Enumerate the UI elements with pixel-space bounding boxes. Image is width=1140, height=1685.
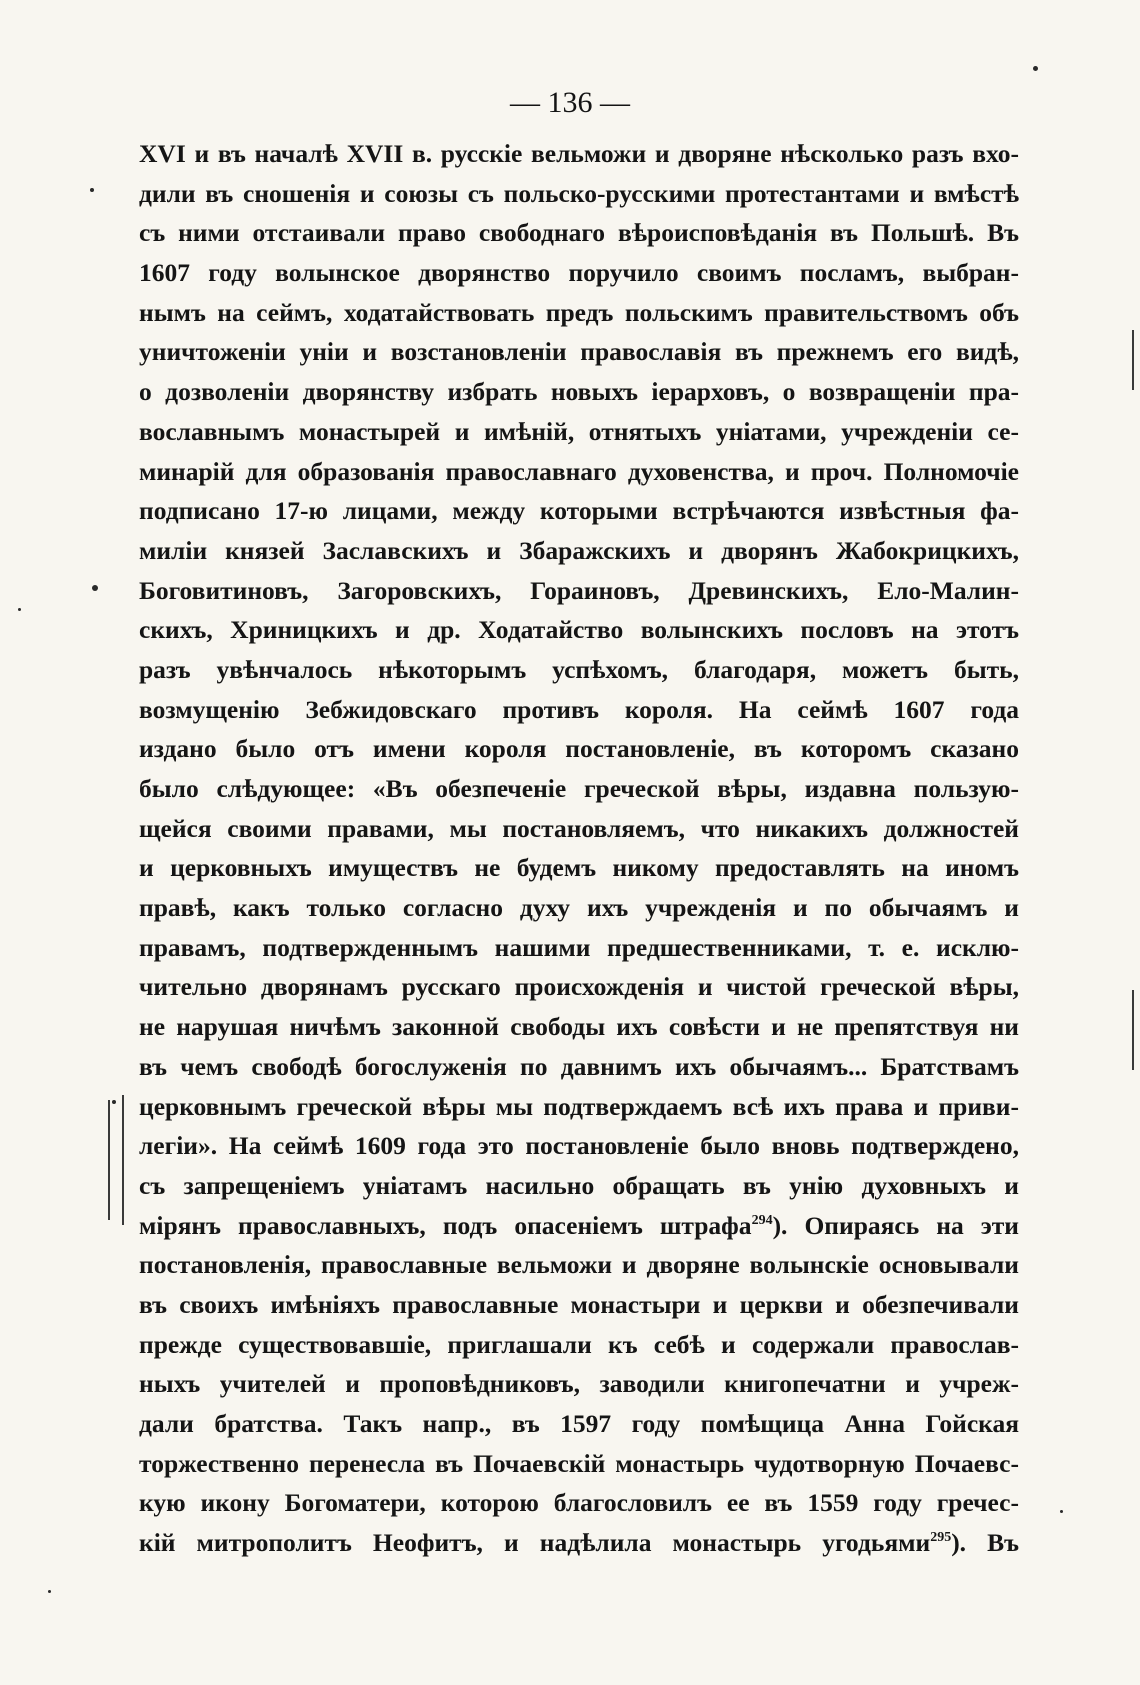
text-line: скихъ, Хриницкихъ и др. Ходатайство волынскихъ пословъ на этотъ [139, 615, 1019, 645]
text-line: вославнымъ монастырей и имѣній, отнятыхъ уніатами, учрежденіи се- [139, 416, 1019, 446]
margin-pencil-mark [1132, 990, 1134, 1070]
page-number: — 136 — [510, 86, 630, 119]
text-line: въ своихъ имѣніяхъ православные монастыри и церкви и обезпечивали [139, 1289, 1019, 1319]
footnote-ref-294: 294 [751, 1212, 773, 1228]
margin-pencil-mark [122, 1095, 124, 1225]
text-line: о дозволеніи дворянству избрать новыхъ іерарховъ, о возвращеніи пра- [139, 377, 1019, 407]
scan-speck [90, 188, 94, 192]
text-line: дили въ сношенія и союзы съ польско-русскими протестантами и вмѣстѣ [139, 178, 1019, 208]
text-line: щейся своими правами, мы постановляемъ, что никакихъ должностей [139, 813, 1019, 843]
margin-pencil-mark [108, 1100, 110, 1220]
text-line: уничтоженіи уніи и возстановленіи православія въ прежнемъ его видѣ, [139, 337, 1019, 367]
text-line: миліи князей Заславскихъ и Збаражскихъ и дворянъ Жабокрицкихъ, [139, 535, 1019, 565]
text-line: нымъ на сеймъ, ходатайствовать предъ польскимъ правительствомъ объ [139, 297, 1019, 327]
text-line: правѣ, какъ только согласно духу ихъ учрежденія и по обычаямъ и [139, 893, 1019, 923]
line-text: кій митрополитъ Неофитъ, и надѣлила монастырь угодьями [139, 1528, 931, 1558]
line-text-tail: ). Опираясь на эти [772, 1210, 1019, 1240]
text-line: ныхъ учителей и проповѣдниковъ, заводили книгопечатни и учреж- [139, 1369, 1019, 1399]
line-text: мірянъ православныхъ, подъ опасеніемъ штрафа [139, 1210, 752, 1240]
scan-speck [112, 1100, 116, 1104]
scan-speck [48, 1590, 51, 1593]
margin-pencil-mark [1132, 330, 1134, 390]
text-line: съ ними отстаивали право свободнаго вѣроисповѣданія въ Польшѣ. Въ [139, 218, 1019, 248]
scan-speck [18, 608, 21, 611]
text-line: прежде существовавшіе, приглашали къ себѣ и содержали православ- [139, 1329, 1019, 1359]
text-line: возмущенію Зебжидовскаго противъ короля. На сеймѣ 1607 года [139, 694, 1019, 724]
text-line: издано было отъ имени короля постановленіе, въ которомъ сказано [139, 734, 1019, 764]
text-line: съ запрещеніемъ уніатамъ насильно обращать въ унію духовныхъ и [139, 1170, 1019, 1200]
footnote-ref-295: 295 [930, 1530, 952, 1546]
text-line: въ чемъ свободѣ богослуженія по давнимъ ихъ обычаямъ... Братствамъ [139, 1051, 1019, 1081]
scan-speck [1060, 1510, 1063, 1513]
text-line: кую икону Богоматери, которою благословилъ ее въ 1559 году гречес- [139, 1488, 1019, 1518]
text-line: 1607 году волынское дворянство поручило своимъ посламъ, выбран- [139, 258, 1019, 288]
scan-speck [1033, 66, 1038, 71]
text-line: легіи». На сеймѣ 1609 года это постановленіе было вновь подтверждено, [139, 1131, 1019, 1161]
text-line-with-footnote [139, 1523, 1019, 1563]
text-line: правамъ, подтвержденнымъ нашими предшественниками, т. е. исклю- [139, 932, 1019, 962]
line-text-tail: ). Въ [951, 1528, 1019, 1558]
text-line: Боговитиновъ, Загоровскихъ, Гораиновъ, Древинскихъ, Ело-Малин- [139, 575, 1019, 605]
text-line: разъ увѣнчалось нѣкоторымъ успѣхомъ, благодаря, можетъ быть, [139, 654, 1019, 684]
text-line: чительно дворянамъ русскаго происхожденія и чистой греческой вѣры, [139, 972, 1019, 1002]
text-line: было слѣдующее: «Въ обезпеченіе греческой вѣры, издавна пользую- [139, 774, 1019, 803]
text-line: XVI и въ началѣ XVII в. русскіе вельможи и дворяне нѣсколько разъ вхо- [139, 139, 1019, 168]
text-line: не нарушая ничѣмъ законной свободы ихъ совѣсти и не препятствуя ни [139, 1012, 1019, 1042]
text-line: подписано 17-ю лицами, между которыми встрѣчаются извѣстныя фа- [139, 496, 1019, 526]
text-line: торжественно перенесла въ Почаевскій монастырь чудотворную Почаевс- [139, 1448, 1019, 1478]
text-line: постановленія, православные вельможи и дворяне волынскіе основывали [139, 1250, 1019, 1280]
scan-speck [92, 585, 98, 591]
text-line: дали братства. Такъ напр., въ 1597 году помѣщица Анна Гойская [139, 1409, 1019, 1438]
text-line-with-footnote [139, 1206, 1019, 1246]
text-line: минарій для образованія православнаго духовенства, и проч. Полномочіе [139, 456, 1019, 486]
text-line: и церковныхъ имуществъ не будемъ никому предоставлять на иномъ [139, 853, 1019, 883]
text-line: церковнымъ греческой вѣры мы подтверждаемъ всѣ ихъ права и приви- [139, 1091, 1019, 1121]
body-text [139, 134, 1019, 1563]
